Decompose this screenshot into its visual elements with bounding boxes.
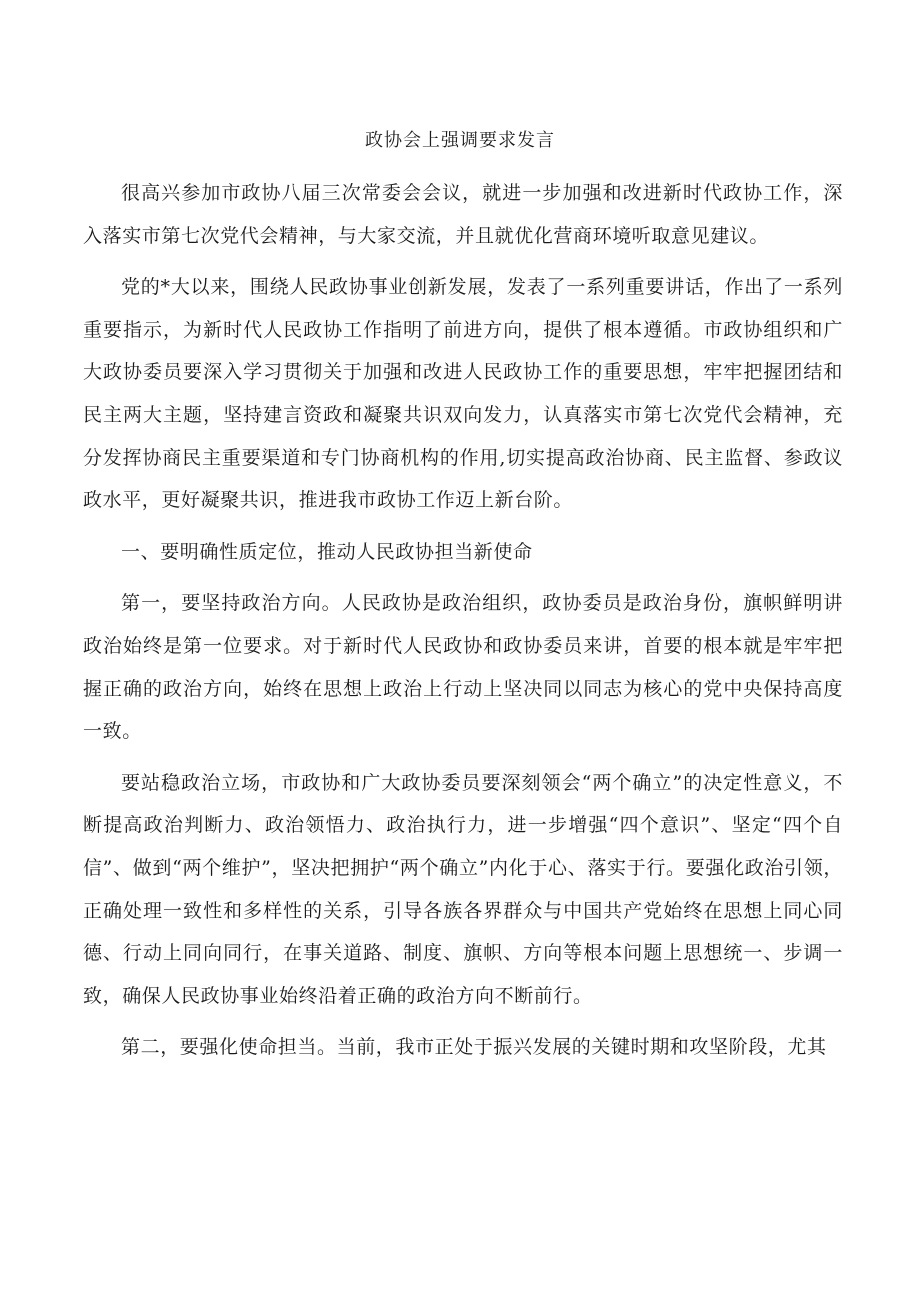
paragraph-intro: 很高兴参加市政协八届三次常委会会议，就进一步加强和改进新时代政协工作，深入落实市第七次党代会精神，与大家交流，并且就优化营商环境听取意见建议。 <box>83 182 843 247</box>
section-heading-one: 一、要明确性质定位，推动人民政协担当新使命 <box>121 540 533 563</box>
paragraph-political-stance: 要站稳政治立场，市政协和广大政协委员要深刻领会“两个确立”的决定性意义，不断提高政治判断力、政治领悟力、政治执行力，进一步增强“四个意识”、坚定“四个自信”、做到“两个维护”，坚决把拥护“两个确立”内化于心、落实于行。要强化政治引领，正确处理一致性和多样性的关系，引导各族各界群众与中国共产党始终在思想上同心同德、行动上同向同行，在事关道路、制度、旗帜、方向等根本问题上思想统一、步调一致，确保人民政协事业始终沿着正确的政治方向不断前行。 <box>83 771 843 1007</box>
document-title: 政协会上强调要求发言 <box>365 130 555 151</box>
paragraph-background: 党的*大以来，围绕人民政协事业创新发展，发表了一系列重要讲话，作出了一系列重要指示，为新时代人民政协工作指明了前进方向，提供了根本遵循。市政协组织和广大政协委员要深入学习贯彻关于加强和改进人民政协工作的重要思想，牢牢把握团结和民主两大主题，坚持建言资政和凝聚共识双向发力，认真落实市第七次党代会精神，充分发挥协商民主重要渠道和专门协商机构的作用,切实提高政治协商、民主监督、参政议政水平，更好凝聚共识，推进我市政协工作迈上新台阶。 <box>83 276 843 512</box>
paragraph-mission: 第二，要强化使命担当。当前，我市正处于振兴发展的关键时期和攻坚阶段，尤其 <box>121 1036 827 1059</box>
paragraph-political-direction: 第一，要坚持政治方向。人民政协是政治组织，政协委员是政治身份，旗帜鲜明讲政治始终是第一位要求。对于新时代人民政协和政协委员来讲，首要的根本就是牢牢把握正确的政治方向，始终在思想上政治上行动上坚决同以同志为核心的党中央保持高度一致。 <box>83 592 843 743</box>
document-body <box>83 172 843 1069</box>
